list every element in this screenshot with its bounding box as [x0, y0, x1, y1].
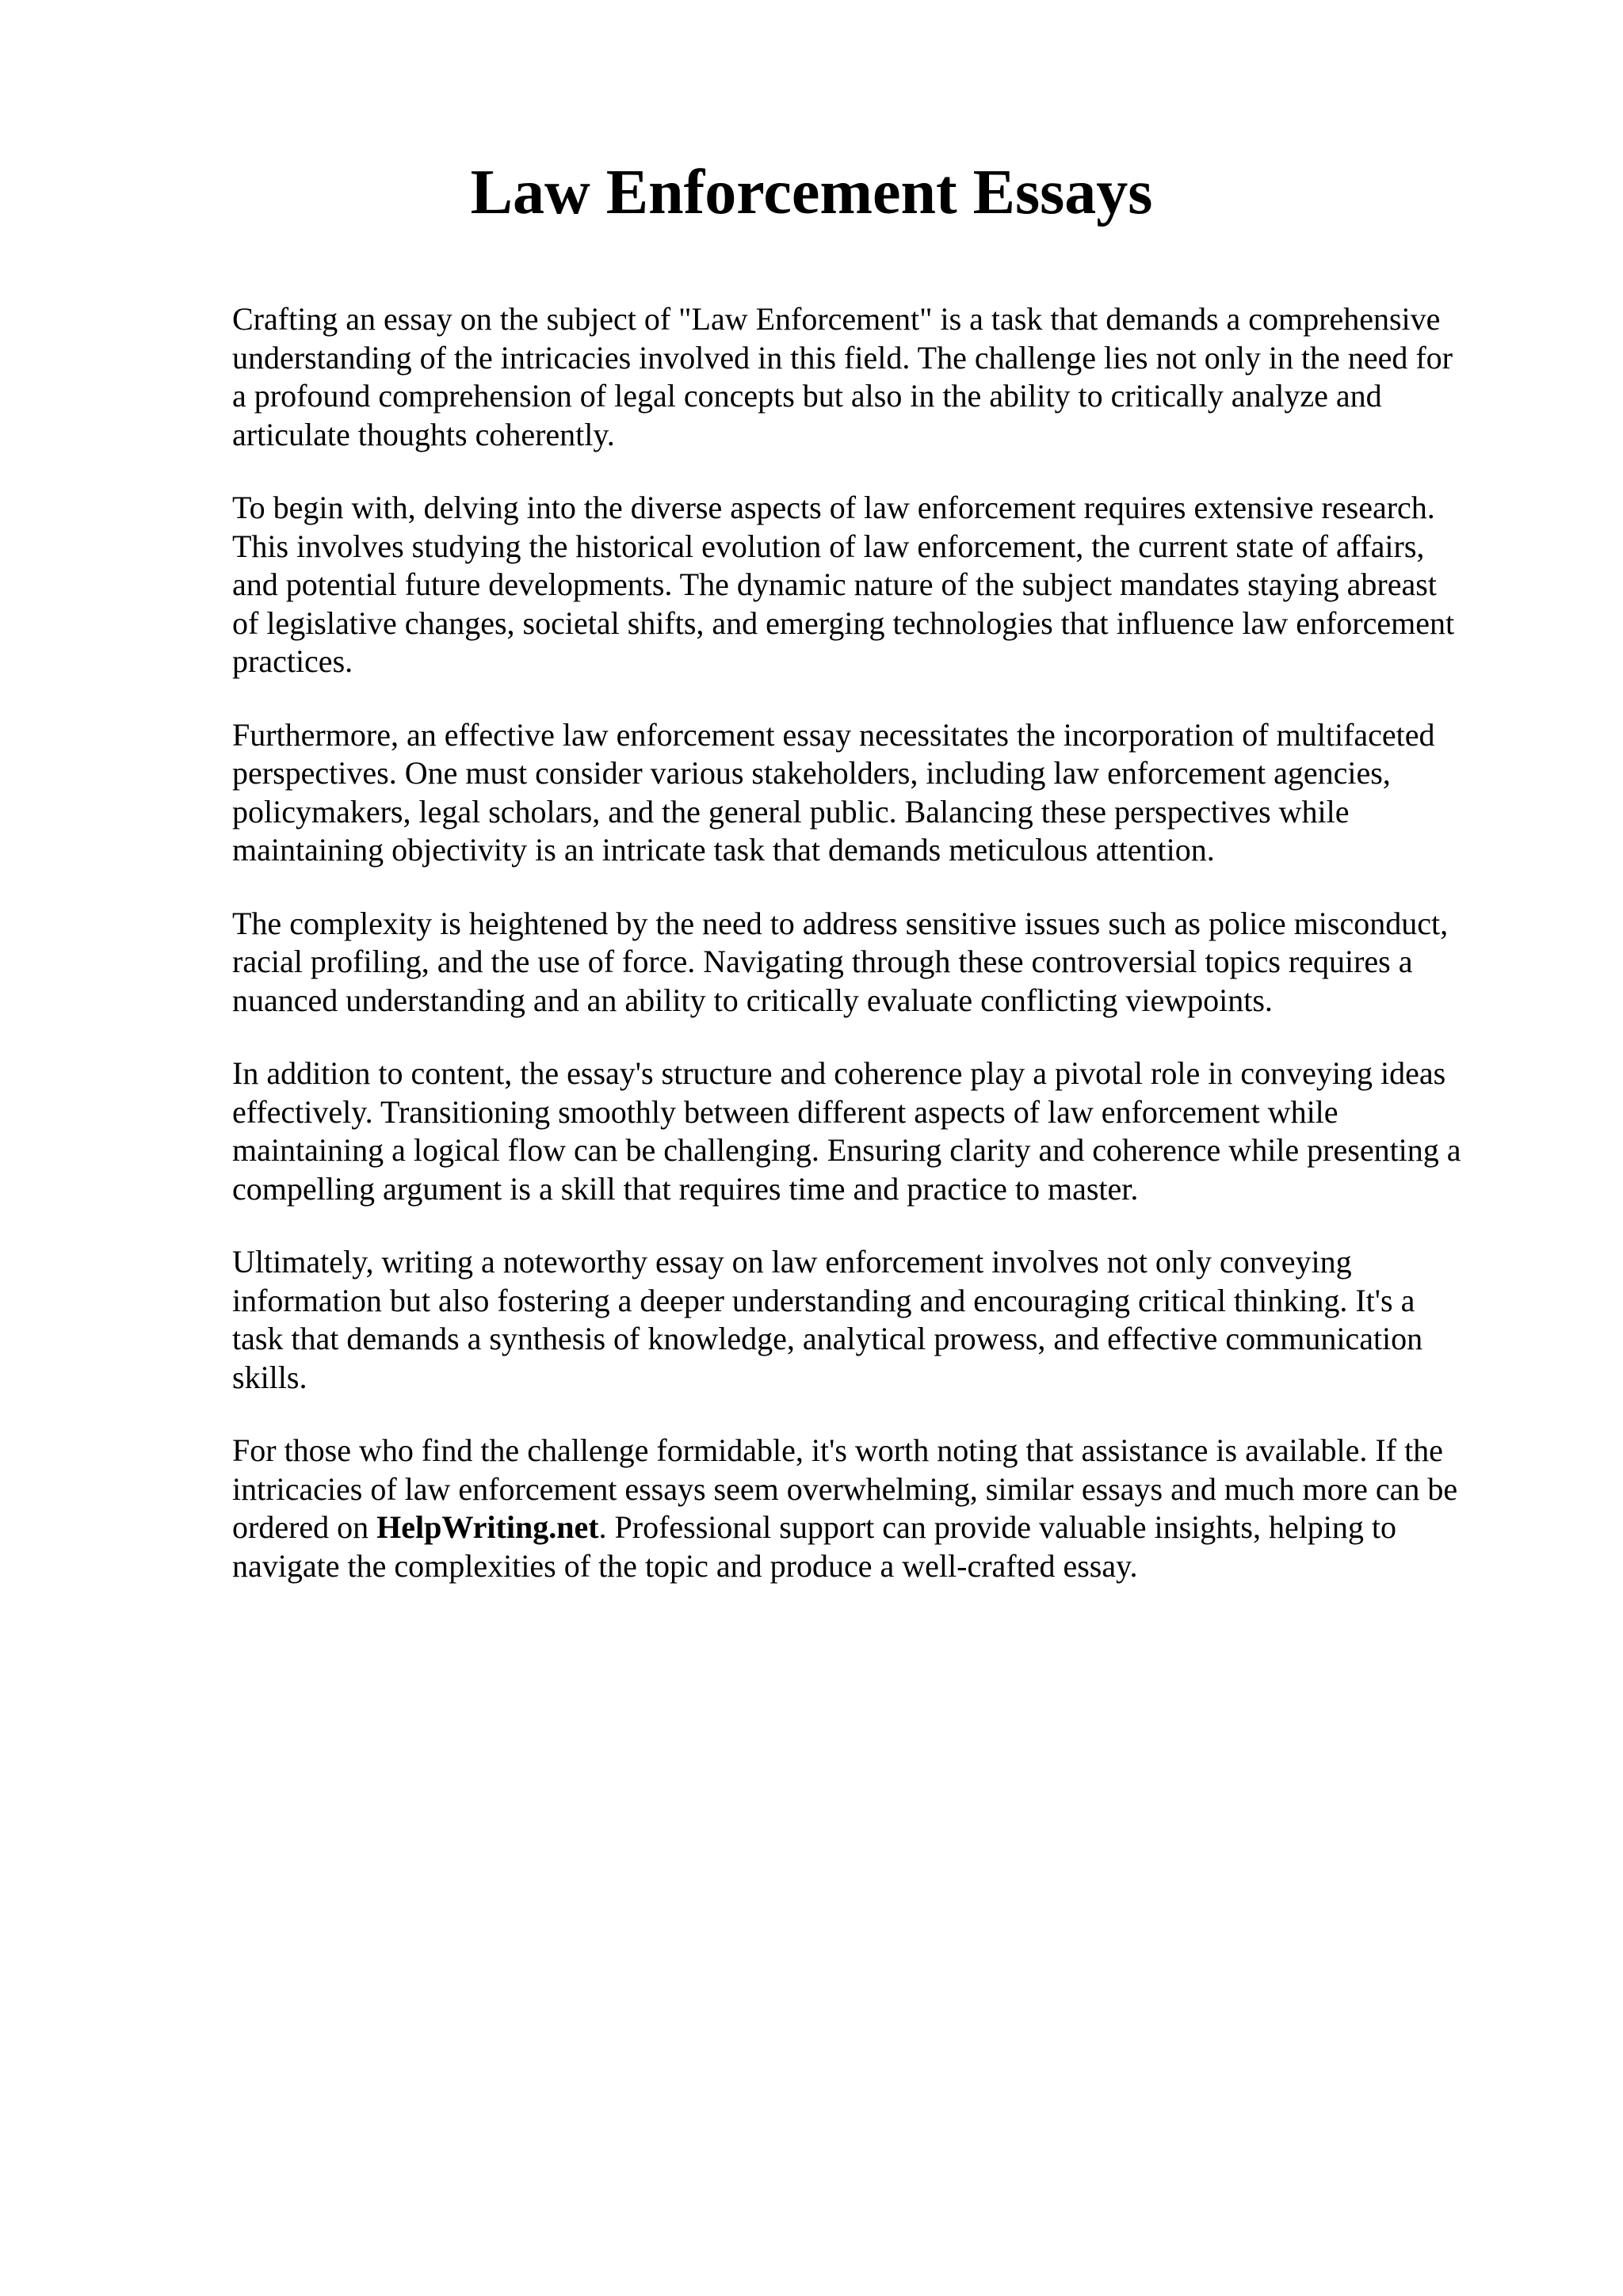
text-line: navigate the complexities of the topic and produce a well-crafted essay.: [232, 1547, 1138, 1584]
text-line: Furthermore, an effective law enforcement essay necessitates the incorporation of multifaceted: [232, 716, 1435, 753]
text-line: articulate thoughts coherently.: [232, 416, 615, 452]
paragraph-structure: [232, 1055, 1516, 1208]
text-line: of legislative changes, societal shifts, and emerging technologies that influence law enforcement: [232, 605, 1455, 641]
text-line: and potential future developments. The dynamic nature of the subject mandates staying abreast: [232, 566, 1437, 602]
text-line: racial profiling, and the use of force. Navigating through these controversial topics requires a: [232, 944, 1413, 979]
paragraph-conclusion: [232, 1243, 1516, 1397]
text-line: a profound comprehension of legal concepts but also in the ability to critically analyze and: [232, 378, 1382, 414]
text-line: nuanced understanding and an ability to critically evaluate conflicting viewpoints.: [232, 982, 1273, 1018]
text-line: effectively. Transitioning smoothly between different aspects of law enforcement while: [232, 1093, 1338, 1130]
text-segment: ordered on: [232, 1509, 377, 1545]
text-line: maintaining objectivity is an intricate task that demands meticulous attention.: [232, 832, 1215, 868]
text-line: Ultimately, writing a noteworthy essay on law enforcement involves not only conveying: [232, 1244, 1352, 1280]
text-line: information but also fostering a deeper understanding and encouraging critical thinking. It's a: [232, 1282, 1415, 1318]
page-title: Law Enforcement Essays: [470, 158, 1153, 227]
text-line: In addition to content, the essay's structure and coherence play a pivotal role in conveying ideas: [232, 1055, 1446, 1091]
paragraph-assistance: [232, 1432, 1516, 1585]
text-line: understanding of the intricacies involved in this field. The challenge lies not only in the need for: [232, 339, 1453, 376]
text-line: skills.: [232, 1359, 307, 1395]
text-line: To begin with, delving into the diverse aspects of law enforcement requires extensive research.: [232, 490, 1435, 525]
text-line: This involves studying the historical evolution of law enforcement, the current state of affairs,: [232, 528, 1425, 564]
text-line: perspectives. One must consider various stakeholders, including law enforcement agencies,: [232, 755, 1391, 791]
paragraph-perspectives: [232, 716, 1516, 870]
helpwriting-link[interactable]: HelpWriting.net: [376, 1509, 599, 1545]
text-line: intricacies of law enforcement essays seem overwhelming, similar essays and much more can be: [232, 1470, 1458, 1507]
text-line: For those who find the challenge formidable, it's worth noting that assistance is available. If the: [232, 1432, 1443, 1468]
essay-body: [232, 300, 1516, 1620]
text-line: maintaining a logical flow can be challenging. Ensuring clarity and coherence while presenting a: [232, 1132, 1461, 1168]
paragraph-complexity: [232, 905, 1516, 1020]
text-line: Crafting an essay on the subject of "Law Enforcement" is a task that demands a comprehensive: [232, 301, 1441, 337]
text-line: compelling argument is a skill that requires time and practice to master.: [232, 1170, 1139, 1207]
paragraph-research: [232, 489, 1516, 681]
text-line-with-link: [232, 1508, 1516, 1547]
text-line: policymakers, legal scholars, and the general public. Balancing these perspectives while: [232, 793, 1350, 830]
text-line: The complexity is heightened by the need to address sensitive issues such as police misconduct,: [232, 905, 1449, 941]
text-line: practices.: [232, 643, 353, 679]
text-line: task that demands a synthesis of knowledge, analytical prowess, and effective communication: [232, 1321, 1423, 1356]
paragraph-intro: [232, 300, 1516, 454]
text-segment: . Professional support can provide valuable insights, helping to: [598, 1509, 1397, 1545]
